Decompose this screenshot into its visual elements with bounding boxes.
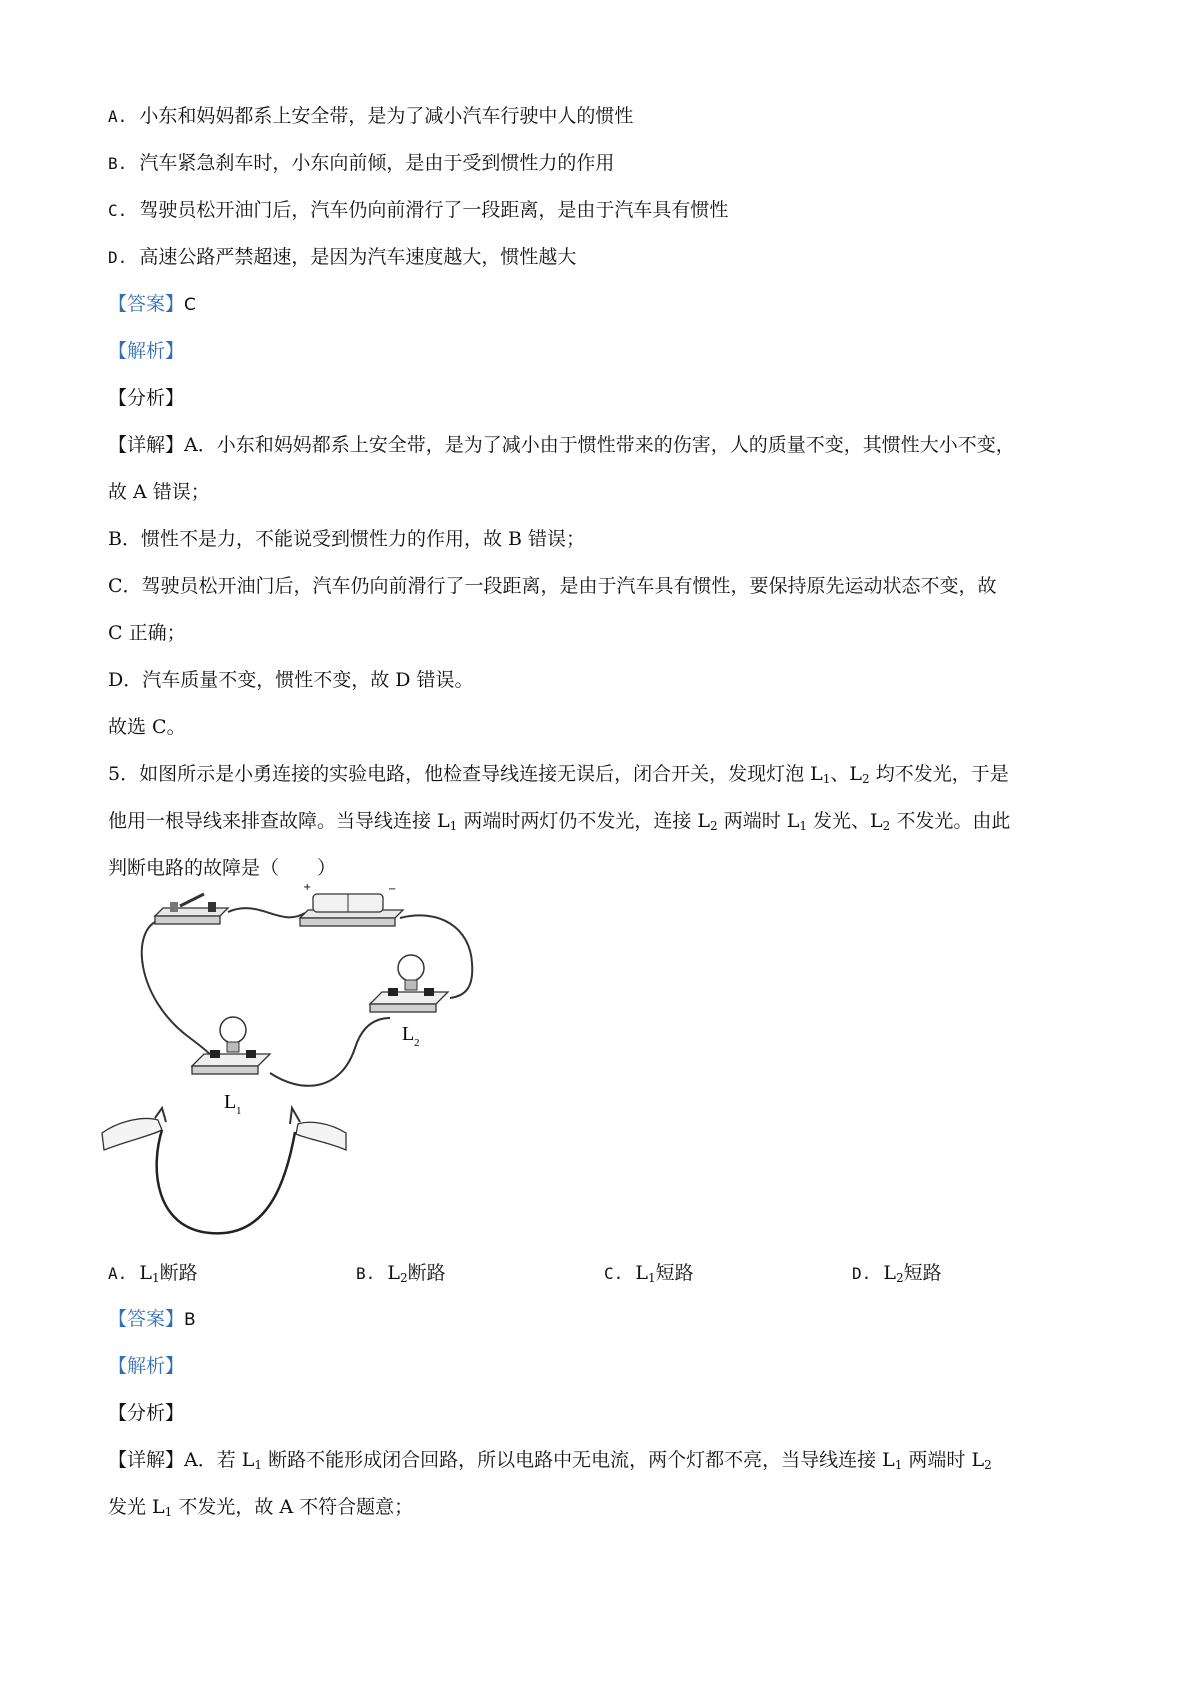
analysis-label: 【解析】 bbox=[108, 340, 185, 362]
detail-label: 【详解】 bbox=[108, 434, 185, 456]
choice-text: L bbox=[883, 1262, 896, 1284]
subscript: 1 bbox=[647, 1271, 656, 1285]
conclusion-line bbox=[108, 714, 186, 740]
label-l1-sub: 1 bbox=[236, 1105, 242, 1117]
q5-stem-line-1 bbox=[108, 761, 1009, 787]
detail-text: D．汽车质量不变，惯性不变，故 D 错误。 bbox=[108, 669, 474, 691]
subscript: 1 bbox=[822, 772, 831, 786]
choice-letter: A. bbox=[108, 1264, 128, 1283]
stem-text: 、L bbox=[830, 763, 863, 785]
subscript: 2 bbox=[862, 772, 870, 786]
stem-text: 5．如图所示是小勇连接的实验电路，他检查导线连接无误后，闭合开关，发现灯泡 L bbox=[108, 763, 823, 785]
q5-fenxi-heading bbox=[108, 1400, 184, 1426]
choice-c bbox=[604, 1258, 694, 1285]
stem-text: 发光、L bbox=[807, 810, 883, 832]
wire bbox=[142, 920, 220, 1068]
detail-text: C 正确； bbox=[108, 622, 186, 644]
option-c bbox=[108, 197, 728, 224]
wire bbox=[270, 1018, 390, 1086]
option-text: 驾驶员松开油门后，汽车仍向前滑行了一段距离，是由于汽车具有惯性 bbox=[139, 199, 729, 221]
svg-text:+: + bbox=[303, 882, 312, 893]
detail-text: 发光 L bbox=[108, 1496, 165, 1518]
detail-text: 两端时 L bbox=[902, 1449, 985, 1471]
stem-text: 两端时两灯仍不发光，连接 L bbox=[457, 810, 711, 832]
subscript: 2 bbox=[710, 819, 718, 833]
subscript: 1 bbox=[799, 819, 807, 833]
option-d bbox=[108, 244, 576, 271]
q5-detail-a-line-2 bbox=[108, 1494, 413, 1520]
circuit-figure bbox=[100, 868, 520, 1248]
svg-text:−: − bbox=[388, 884, 397, 895]
answer-label: 【答案】 bbox=[108, 293, 185, 315]
stem-text: 均不发光，于是 bbox=[869, 763, 1009, 785]
fenxi-label: 【分析】 bbox=[108, 1402, 185, 1424]
detail-text: 不发光，故 A 不符合题意； bbox=[172, 1496, 414, 1518]
analysis-label: 【解析】 bbox=[108, 1355, 185, 1377]
stem-text: 不发光。由此 bbox=[890, 810, 1011, 832]
detail-a-line-1 bbox=[108, 432, 1015, 458]
subscript: 2 bbox=[399, 1271, 408, 1285]
choice-d bbox=[852, 1258, 942, 1285]
q5-analysis-heading bbox=[108, 1353, 184, 1379]
choice-text: L bbox=[139, 1262, 152, 1284]
subscript: 2 bbox=[895, 1271, 904, 1285]
choice-letter: B. bbox=[356, 1264, 376, 1283]
choice-text: 短路 bbox=[655, 1262, 694, 1284]
option-letter: C. bbox=[108, 201, 128, 220]
lamp-l1 bbox=[192, 1017, 270, 1074]
stem-text: 他用一根导线来排查故障。当导线连接 L bbox=[108, 810, 450, 832]
detail-text: A．小东和妈妈都系上安全带，是为了减小由于惯性带来的伤害，人的质量不变，其惯性大小不变， bbox=[184, 434, 1015, 456]
detail-d-line bbox=[108, 667, 474, 693]
choice-letter: D. bbox=[852, 1264, 872, 1283]
subscript: 1 bbox=[254, 1458, 263, 1472]
detail-label: 【详解】 bbox=[108, 1449, 185, 1471]
subscript: 2 bbox=[984, 1458, 992, 1472]
label-l1: L bbox=[224, 1091, 237, 1113]
choice-b bbox=[356, 1258, 446, 1285]
choice-a bbox=[108, 1258, 198, 1285]
answer-value: B bbox=[184, 1310, 196, 1330]
answer-label: 【答案】 bbox=[108, 1308, 185, 1330]
conclusion-text: 故选 C。 bbox=[108, 716, 186, 738]
wire bbox=[228, 908, 305, 917]
left-hand bbox=[102, 1108, 166, 1150]
option-b bbox=[108, 150, 614, 177]
q5-answer-line bbox=[108, 1306, 196, 1333]
stem-text: 判断电路的故障是（ ） bbox=[108, 857, 337, 879]
choice-letter: C. bbox=[604, 1264, 624, 1283]
analysis-heading bbox=[108, 338, 184, 364]
label-l2: L bbox=[402, 1023, 415, 1045]
choice-text: 断路 bbox=[407, 1262, 446, 1284]
subscript: 2 bbox=[882, 819, 891, 833]
detail-c-line-1 bbox=[108, 573, 997, 599]
right-hand bbox=[290, 1108, 346, 1150]
detail-text: B．惯性不是力，不能说受到惯性力的作用，故 B 错误； bbox=[108, 528, 586, 550]
fenxi-heading bbox=[108, 385, 184, 411]
test-wire bbox=[157, 1130, 295, 1233]
detail-text: C．驾驶员松开油门后，汽车仍向前滑行了一段距离，是由于汽车具有惯性，要保持原先运动状态不变，故 bbox=[108, 575, 997, 597]
option-text: 汽车紧急刹车时，小东向前倾，是由于受到惯性力的作用 bbox=[139, 152, 615, 174]
option-a bbox=[108, 103, 633, 130]
fenxi-label: 【分析】 bbox=[108, 387, 185, 409]
detail-b-line bbox=[108, 526, 585, 552]
option-letter: D. bbox=[108, 248, 128, 267]
option-text: 高速公路严禁超速，是因为汽车速度越大，惯性越大 bbox=[139, 246, 577, 268]
lamp-l2 bbox=[370, 955, 448, 1012]
choice-text: 断路 bbox=[159, 1262, 198, 1284]
detail-a-line-2 bbox=[108, 479, 210, 505]
choice-text: L bbox=[635, 1262, 648, 1284]
option-letter: A. bbox=[108, 107, 128, 126]
choice-text: 短路 bbox=[903, 1262, 942, 1284]
q5-stem-line-2 bbox=[108, 808, 1010, 834]
battery bbox=[300, 882, 403, 926]
stem-text: 两端时 L bbox=[717, 810, 800, 832]
answer-value: C bbox=[184, 295, 196, 315]
answer-line bbox=[108, 291, 196, 318]
q5-detail-a-line-1 bbox=[108, 1447, 992, 1473]
detail-c-line-2 bbox=[108, 620, 186, 646]
switch bbox=[155, 894, 228, 924]
subscript: 1 bbox=[151, 1271, 160, 1285]
subscript: 1 bbox=[449, 819, 458, 833]
subscript: 1 bbox=[164, 1505, 173, 1519]
detail-text: A．若 L bbox=[184, 1449, 255, 1471]
label-l2-sub: 2 bbox=[414, 1037, 420, 1049]
detail-text: 故 A 错误； bbox=[108, 481, 210, 503]
option-text: 小东和妈妈都系上安全带，是为了减小汽车行驶中人的惯性 bbox=[139, 105, 634, 127]
detail-text: 断路不能形成闭合回路，所以电路中无电流，两个灯都不亮，当导线连接 L bbox=[262, 1449, 895, 1471]
option-letter: B. bbox=[108, 154, 128, 173]
choice-text: L bbox=[387, 1262, 400, 1284]
subscript: 1 bbox=[894, 1458, 903, 1472]
